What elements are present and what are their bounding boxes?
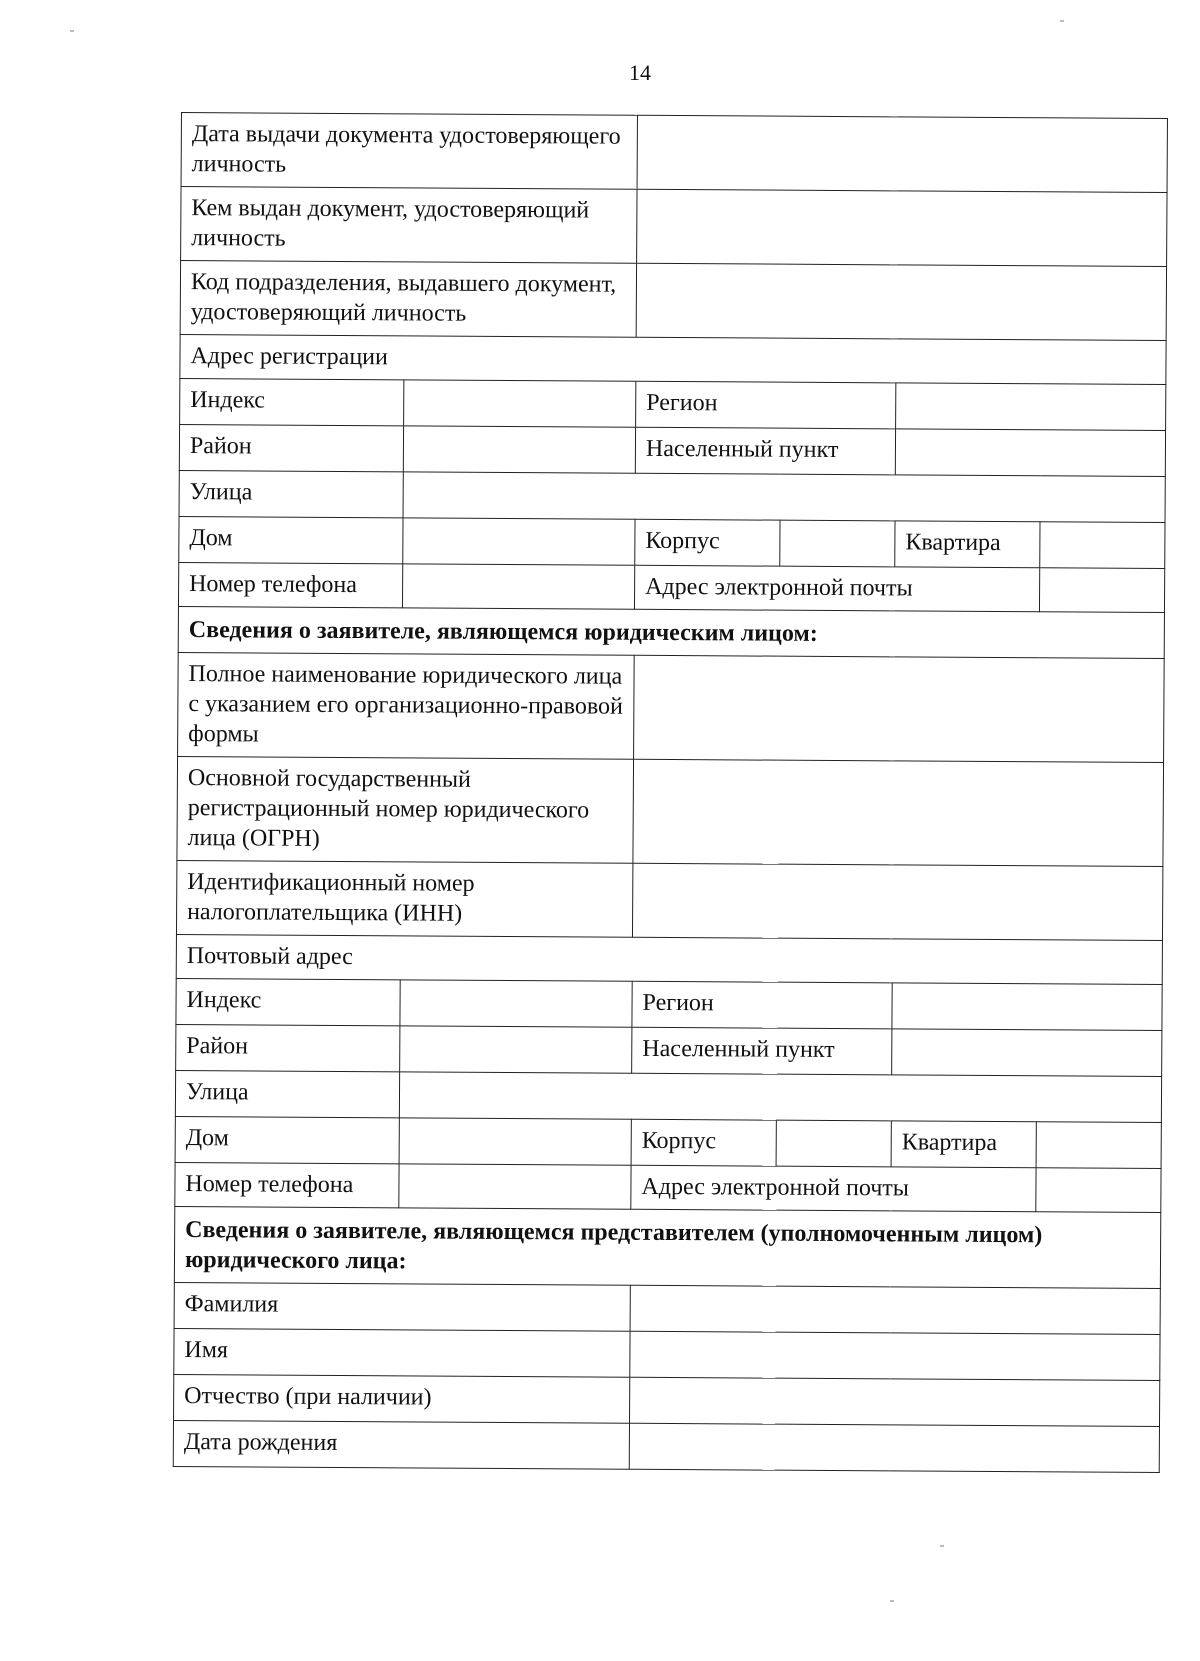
patronymic-label: Отчество (при наличии): [174, 1374, 630, 1423]
table-row: [178, 562, 1164, 612]
reg-region-field[interactable]: [896, 383, 1166, 431]
issued-by-label: Кем выдан документ, удостоверяющий личность: [181, 187, 637, 264]
post-email-field[interactable]: [1036, 1168, 1161, 1213]
table-row: [174, 1374, 1160, 1426]
division-code-label: Код подразделения, выдавшего документ, удостоверяющий личность: [180, 261, 636, 338]
post-house-field[interactable]: [399, 1118, 631, 1165]
reg-email-field[interactable]: [1039, 568, 1164, 613]
scan-speck: [940, 1545, 944, 1547]
issue-date-field[interactable]: [637, 115, 1167, 192]
table-row: [176, 934, 1162, 984]
table-row: [176, 860, 1162, 940]
post-locality-field[interactable]: [892, 1029, 1162, 1077]
post-building-label: Корпус: [631, 1119, 776, 1166]
surname-field[interactable]: [630, 1285, 1160, 1334]
post-phone-label: Номер телефона: [175, 1162, 399, 1207]
reg-district-field[interactable]: [403, 426, 635, 473]
post-email-label: Адрес электронной почты: [631, 1165, 1036, 1211]
reg-district-label: Район: [179, 424, 403, 471]
table-row: [181, 187, 1167, 267]
table-row: [175, 1162, 1161, 1212]
post-street-label: Улица: [175, 1070, 399, 1117]
post-index-field[interactable]: [400, 980, 632, 1027]
issue-date-label: Дата выдачи документа удостоверяющего личность: [181, 113, 637, 190]
reg-building-field[interactable]: [780, 520, 895, 567]
postal-address-heading: Почтовый адрес: [176, 934, 1162, 984]
reg-locality-field[interactable]: [895, 429, 1165, 477]
post-index-label: Индекс: [176, 978, 400, 1025]
reg-index-field[interactable]: [404, 380, 636, 427]
table-row: [180, 378, 1166, 430]
post-house-label: Дом: [175, 1116, 399, 1163]
table-row: [174, 1328, 1160, 1380]
table-row: [176, 978, 1162, 1030]
patronymic-field[interactable]: [630, 1377, 1160, 1426]
table-row: [181, 113, 1167, 193]
reg-index-label: Индекс: [180, 378, 404, 425]
ogrn-label: Основной государственный регистрационный номер юридического лица (ОГРН): [177, 756, 634, 863]
reg-phone-label: Номер телефона: [178, 562, 402, 607]
inn-field[interactable]: [632, 863, 1162, 940]
division-code-field[interactable]: [636, 263, 1166, 340]
issued-by-field[interactable]: [637, 189, 1167, 266]
table-row: [179, 516, 1165, 568]
post-apartment-field[interactable]: [1036, 1122, 1161, 1169]
surname-label: Фамилия: [174, 1282, 630, 1331]
first-name-label: Имя: [174, 1328, 630, 1377]
reg-locality-label: Населенный пункт: [635, 427, 895, 475]
application-form-table: [173, 112, 1168, 1473]
table-row: [179, 424, 1165, 476]
post-region-label: Регион: [632, 981, 892, 1029]
post-apartment-label: Квартира: [891, 1121, 1036, 1168]
reg-street-field[interactable]: [403, 472, 1165, 523]
post-region-field[interactable]: [892, 983, 1162, 1031]
post-district-field[interactable]: [400, 1026, 632, 1073]
birthdate-label: Дата рождения: [173, 1420, 629, 1469]
legal-entity-heading: Сведения о заявителе, являющемся юридическим лицом:: [178, 606, 1164, 658]
table-row: [178, 652, 1165, 762]
full-name-field[interactable]: [634, 655, 1165, 762]
table-row: [175, 1116, 1161, 1168]
reg-email-label: Адрес электронной почты: [634, 565, 1039, 611]
table-row: [176, 1024, 1162, 1076]
reg-building-label: Корпус: [635, 519, 780, 566]
table-row: [174, 1206, 1160, 1288]
reg-house-field[interactable]: [403, 518, 635, 565]
table-row: [174, 1282, 1160, 1334]
post-locality-label: Населенный пункт: [632, 1027, 892, 1075]
inn-label: Идентификационный номер налогоплательщика (ИНН): [176, 860, 632, 937]
ogrn-field[interactable]: [633, 759, 1164, 866]
reg-phone-field[interactable]: [402, 564, 634, 609]
registration-address-heading: Адрес регистрации: [180, 334, 1166, 384]
table-row: [180, 261, 1166, 341]
scan-speck: [70, 30, 74, 32]
table-row: [173, 1420, 1159, 1472]
table-row: [177, 756, 1164, 866]
full-name-label: Полное наименование юридического лица с указанием его организационно-правовой формы: [178, 652, 635, 759]
birthdate-field[interactable]: [629, 1423, 1159, 1472]
reg-region-label: Регион: [636, 381, 896, 429]
page-number: 14: [629, 60, 651, 85]
post-phone-field[interactable]: [399, 1164, 631, 1209]
table-row: [175, 1070, 1161, 1122]
reg-apartment-label: Квартира: [895, 521, 1040, 568]
post-street-field[interactable]: [399, 1072, 1161, 1123]
representative-heading: Сведения о заявителе, являющемся представителем (уполномоченным лицом) юридического лица:: [174, 1206, 1160, 1288]
first-name-field[interactable]: [630, 1331, 1160, 1380]
reg-house-label: Дом: [179, 516, 403, 563]
table-row: [178, 606, 1164, 658]
reg-apartment-field[interactable]: [1040, 522, 1165, 569]
post-building-field[interactable]: [776, 1120, 891, 1167]
scan-speck: [890, 1600, 894, 1602]
scan-speck: [1060, 20, 1064, 22]
table-row: [179, 470, 1165, 522]
reg-street-label: Улица: [179, 470, 403, 517]
table-row: [180, 334, 1166, 384]
post-district-label: Район: [176, 1024, 400, 1071]
